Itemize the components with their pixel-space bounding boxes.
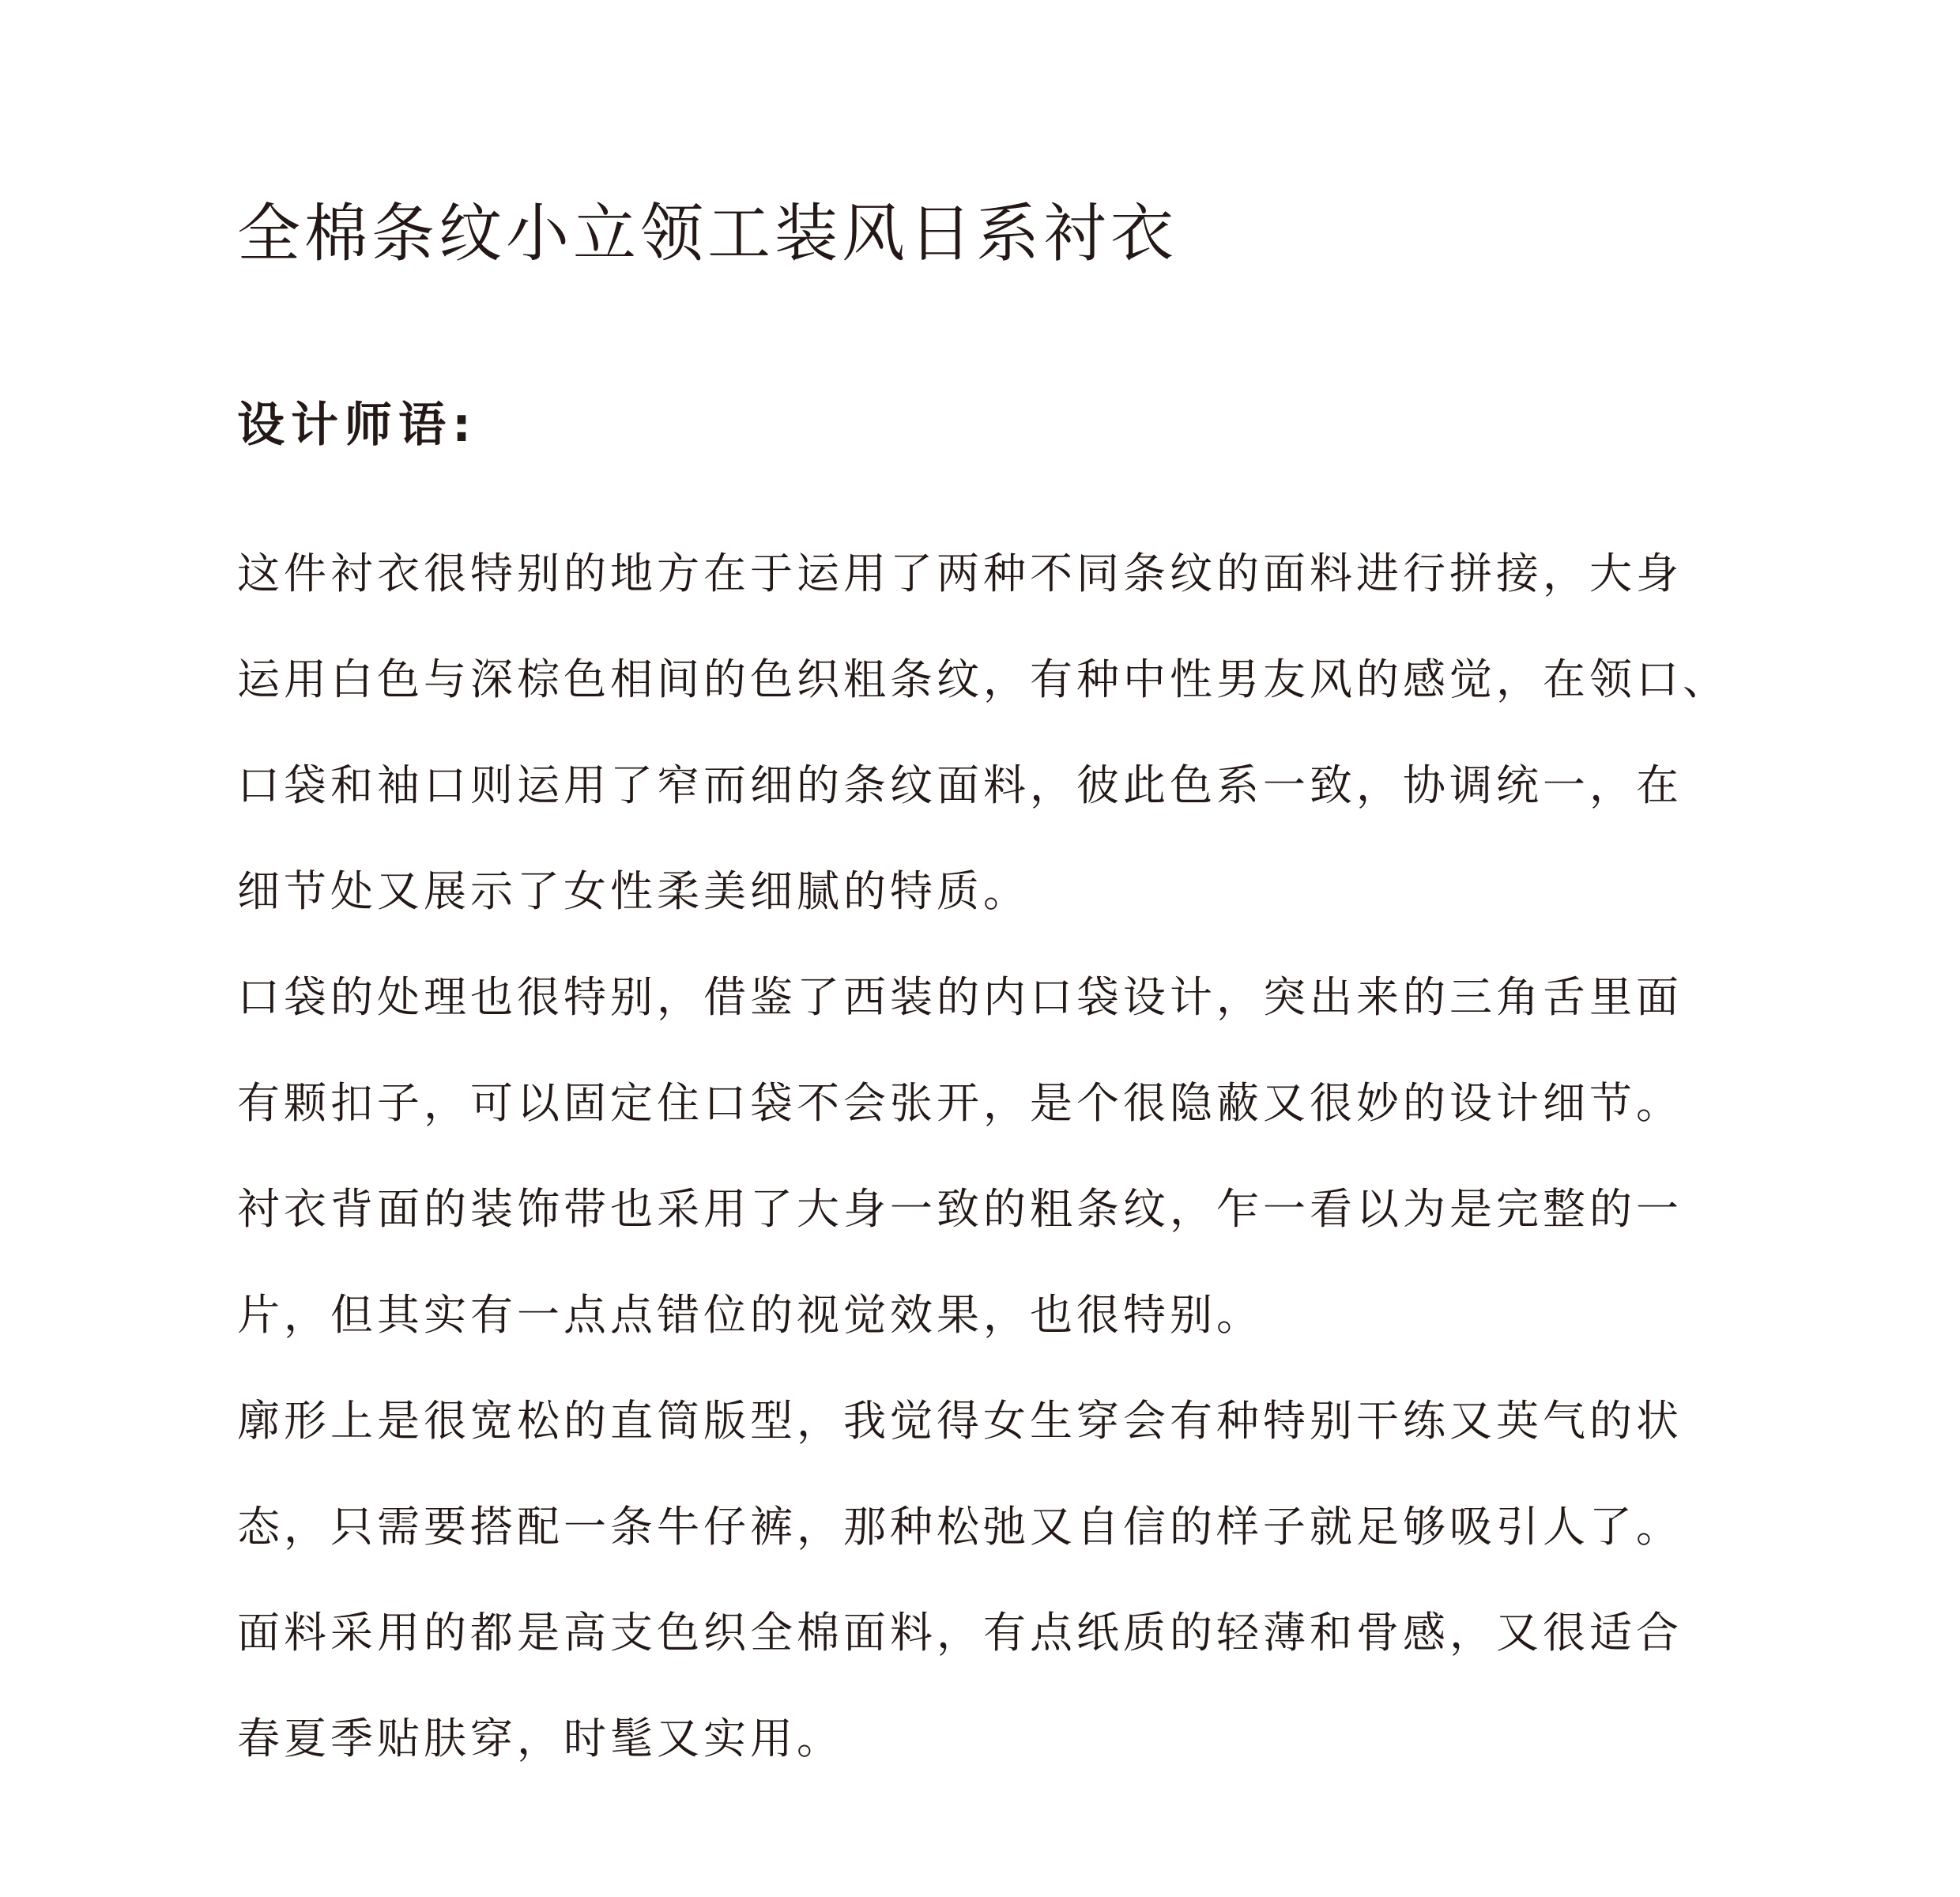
section-heading: 设计师语: <box>237 398 477 453</box>
body-line: 口袋的处理也很特别，借鉴了西装的内口袋设计，突出来的三角舌里面 <box>237 972 1683 1022</box>
body-line: 面料采用的都是高支色织全棉面料，有点纸质的轻薄和骨感，又很适合 <box>237 1608 1683 1658</box>
document-title: 全棉条纹小立领工装风日系衬衣 <box>237 197 1178 270</box>
body-line: 态，只需要搭配一条牛仔裤，那种松弛又自信的样子就足够吸引人了。 <box>237 1502 1683 1552</box>
body-line: 片，但其实有一点点错位的视觉效果，也很特别。 <box>237 1290 1263 1340</box>
body-line: 口袋和袖口则运用了窄而细的条纹面料，彼此色系一致，协调统一，在 <box>237 760 1683 810</box>
body-line: 衬衣背面的装饰带也采用了大身一致的粗条纹，乍一看以为是完整的一 <box>237 1184 1683 1234</box>
body-line: 廓形上是很宽松的直筒版型，我觉得女生穿会有种特别干练又英气的状 <box>237 1396 1683 1446</box>
body-line: 细节处又展示了女性柔美细腻的特质。 <box>237 866 1030 916</box>
body-line: 运用白色与深棕色相间的色织粗条纹，有种中性男友风的感觉，在领口、 <box>237 654 1729 704</box>
body-line: 这件衬衣很特别的地方在于运用了两种不同条纹的面料进行拼接，大身 <box>237 549 1683 598</box>
body-line: 有颗扣子，可以固定住口袋不会张开，是个很隐蔽又很妙的设计细节。 <box>237 1078 1683 1128</box>
body-line: 春夏季贴肤穿，时髦又实用。 <box>237 1714 843 1763</box>
